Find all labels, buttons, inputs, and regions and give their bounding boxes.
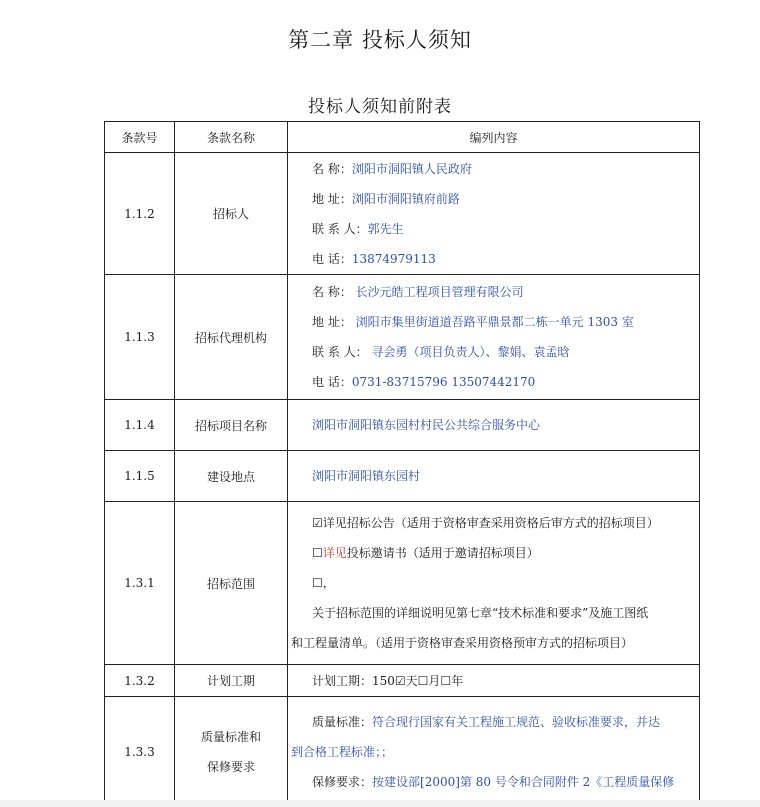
- content-line: [288, 461, 699, 491]
- checkbox-icon: ☐: [312, 546, 323, 560]
- field-label: 地 址：: [312, 191, 352, 206]
- clause-content: [288, 665, 700, 697]
- field-label: 计划工期：: [312, 673, 373, 688]
- content-line: 和工程量清单。（适用于资格审查采用资格预审方式的招标项目）: [291, 636, 634, 650]
- clause-name: 招标代理机构: [175, 275, 288, 400]
- highlight-text: 详见: [322, 546, 347, 560]
- clause-content: [288, 451, 700, 502]
- field-label: 地 址：: [312, 315, 352, 329]
- field-label: 名 称：: [312, 285, 352, 299]
- bid-info-table: [104, 121, 700, 807]
- field-label: 保修要求：: [312, 774, 373, 789]
- content-line: 关于招标范围的详细说明见第七章“技术标准和要求”及施工图纸: [312, 606, 649, 620]
- field-value: 13874979113: [351, 251, 436, 266]
- header-content: 编列内容: [288, 122, 700, 153]
- clause-no: 1.1.4: [105, 400, 175, 451]
- content-line: [288, 410, 699, 440]
- clause-no: 1.1.5: [105, 451, 175, 502]
- clause-name: [175, 697, 288, 807]
- content-line: [288, 538, 699, 568]
- field-value: 长沙元皓工程项目管理有限公司: [351, 285, 524, 299]
- table-row: [105, 697, 700, 807]
- content-line: [288, 154, 699, 184]
- clause-name-line: 质量标准和: [200, 729, 261, 744]
- content-line: [288, 277, 699, 307]
- field-value: 郭先生: [367, 221, 404, 236]
- field-value: 浏阳市洞阳镇东园村: [312, 469, 421, 483]
- page-bottom-edge: [0, 800, 760, 807]
- clause-no: 1.1.3: [105, 275, 175, 400]
- field-label: 电 话：: [312, 251, 352, 266]
- field-label: 质量标准：: [312, 714, 373, 729]
- content-line: [288, 244, 699, 274]
- field-value: 到合格工程标准；；: [291, 744, 394, 759]
- clause-content: [288, 275, 700, 400]
- content-line: ☐，: [312, 576, 335, 590]
- clause-name: 计划工期: [175, 665, 288, 697]
- content-text: 投标邀请书（适用于邀请招标项目）: [346, 546, 539, 560]
- table-row: [105, 153, 700, 275]
- content-line: [288, 337, 699, 367]
- field-value: 浏阳市洞阳镇东园村村民公共综合服务中心: [312, 418, 541, 432]
- clause-content: [288, 697, 700, 807]
- content-line: [288, 666, 699, 696]
- table-row: [105, 502, 700, 665]
- field-value: 浏阳市洞阳镇人民政府: [351, 161, 472, 176]
- field-value: 按建设部[2000]第 80 号令和合同附件 2《工程质量保修: [372, 774, 675, 789]
- header-clause-name: 条款名称: [175, 122, 288, 153]
- clause-content: [288, 502, 700, 665]
- clause-content: [288, 400, 700, 451]
- content-line: [288, 707, 699, 737]
- field-label: 联 系 人：: [312, 345, 368, 359]
- field-value: 150☑天☐月☐年: [372, 673, 464, 688]
- content-line: [288, 767, 699, 797]
- table-title: 投标人须知前附表: [308, 97, 452, 117]
- field-value: 寻会勇（项目负责人）、黎娟、袁孟晗: [367, 345, 570, 359]
- clause-name-line: 保修要求: [206, 759, 255, 774]
- content-line: [288, 214, 699, 244]
- clause-name: 招标范围: [175, 502, 288, 665]
- field-value: 0731-83715796 13507442170: [351, 375, 536, 389]
- clause-no: 1.1.2: [105, 153, 175, 275]
- table-header-row: [105, 122, 700, 153]
- chapter-title: 第二章 投标人须知: [288, 28, 472, 52]
- table-row: [105, 275, 700, 400]
- field-value: 浏阳市洞阳镇府前路: [351, 191, 460, 206]
- clause-content: [288, 153, 700, 275]
- clause-no: 1.3.2: [105, 665, 175, 697]
- clause-name: 招标项目名称: [175, 400, 288, 451]
- clause-no: 1.3.1: [105, 502, 175, 665]
- table-row: [105, 400, 700, 451]
- field-value: 符合现行国家有关工程施工规范、验收标准要求，并达: [372, 714, 661, 729]
- content-line: ☑详见招标公告（适用于资格审查采用资格后审方式的招标项目）: [312, 516, 659, 530]
- content-line: [288, 184, 699, 214]
- field-label: 电 话：: [312, 375, 352, 389]
- clause-name: 招标人: [175, 153, 288, 275]
- field-value: 浏阳市集里街道道吾路平鼎景都二栋一单元 1303 室: [351, 315, 634, 329]
- header-clause-no: 条款号: [105, 122, 175, 153]
- clause-name: 建设地点: [175, 451, 288, 502]
- field-label: 联 系 人：: [312, 221, 368, 236]
- table-row: [105, 665, 700, 697]
- table-row: [105, 451, 700, 502]
- content-line: [288, 737, 699, 767]
- clause-no: 1.3.3: [105, 697, 175, 807]
- content-line: [288, 367, 699, 397]
- field-label: 名 称：: [312, 161, 352, 176]
- content-line: [288, 307, 699, 337]
